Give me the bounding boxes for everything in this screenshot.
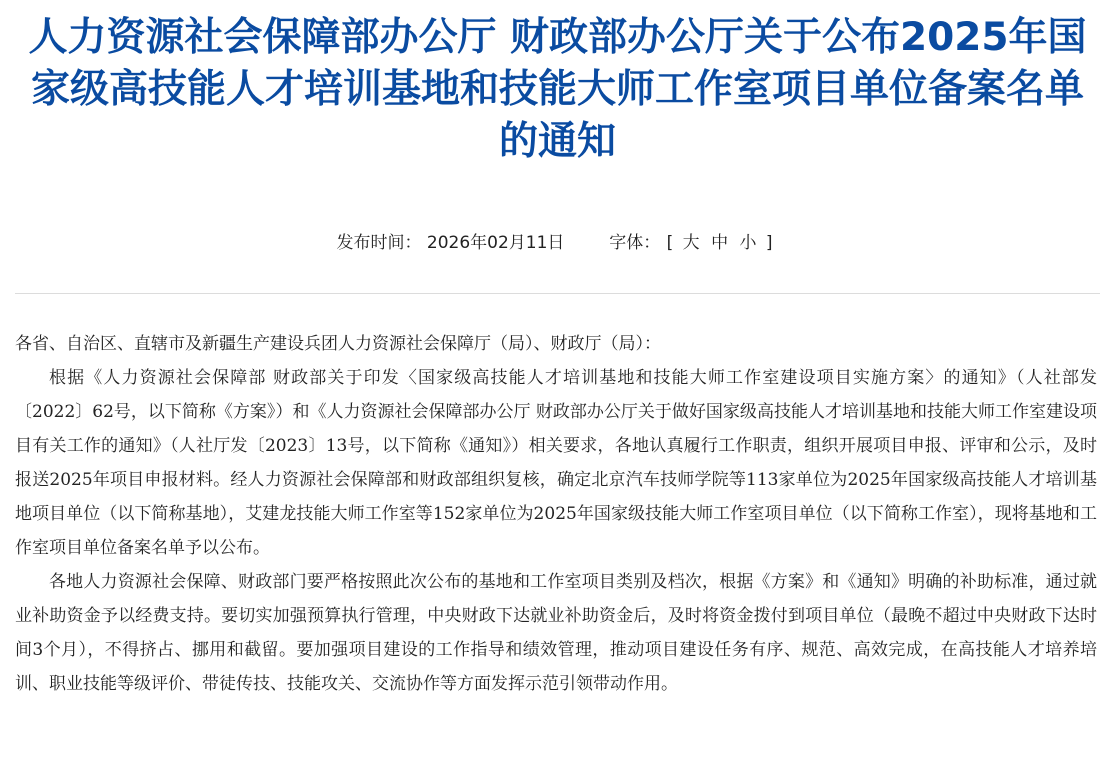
article-meta: [0, 230, 1110, 256]
body-paragraph-2: 各地人力资源社会保障、财政部门要严格按照此次公布的基地和工作室项目类别及档次，根据《方案》和《通知》明确的补助标准，通过就业补助资金予以经费支持。要切实加强预算执行管理，中央财政下达就业补助资金后，及时将资金拨付到项目单位（最晚不超过中央财政下达时间3个月），不得挤占、挪用和截留。要加强项目建设的工作指导和绩效管理，推动项目建设任务有序、规范、高效完成，在高技能人才培养培训、职业技能等级评价、带徒传技、技能攻关、交流协作等方面发挥示范引领带动作用。: [15, 572, 1097, 694]
article-title: 人力资源社会保障部办公厅 财政部办公厅关于公布2025年国家级高技能人才培训基地和技能大师工作室项目单位备案名单的通知: [28, 15, 1087, 164]
font-size-open-bracket: [: [666, 233, 674, 253]
font-size-small-link[interactable]: 小: [739, 233, 757, 253]
salutation: 各省、自治区、直辖市及新疆生产建设兵团人力资源社会保障厅（局）、财政厅（局）：: [15, 334, 661, 354]
article-body: [15, 327, 1097, 701]
font-size-label: 字体：: [609, 233, 661, 253]
publish-time-label: 发布时间：: [336, 233, 422, 253]
font-size-close-bracket: ]: [765, 233, 773, 253]
header-divider: [15, 293, 1100, 294]
font-size-large-link[interactable]: 大: [682, 233, 700, 253]
publish-date: 2026年02月11日: [426, 233, 565, 253]
font-size-medium-link[interactable]: 中: [711, 233, 729, 253]
body-paragraph-1: 根据《人力资源社会保障部 财政部关于印发〈国家级高技能人才培训基地和技能大师工作室建设项目实施方案〉的通知》（人社部发〔2022〕62号，以下简称《方案》）和《人力资源社会保障部办公厅 财政部办公厅关于做好国家级高技能人才培训基地和技能大师工作室建设项目有关工作的通知》（人社厅发〔2023〕13号，以下简称《通知》）相关要求，各地认真履行工作职责，组织开展项目申报、评审和公示，及时报送2025年项目申报材料。经人力资源社会保障部和财政部组织复核，确定北京汽车技师学院等113家单位为2025年国家级高技能人才培训基地项目单位（以下简称基地），艾建龙技能大师工作室等152家单位为2025年国家级技能大师工作室项目单位（以下简称工作室），现将基地和工作室项目单位备案名单予以公布。: [15, 368, 1097, 558]
